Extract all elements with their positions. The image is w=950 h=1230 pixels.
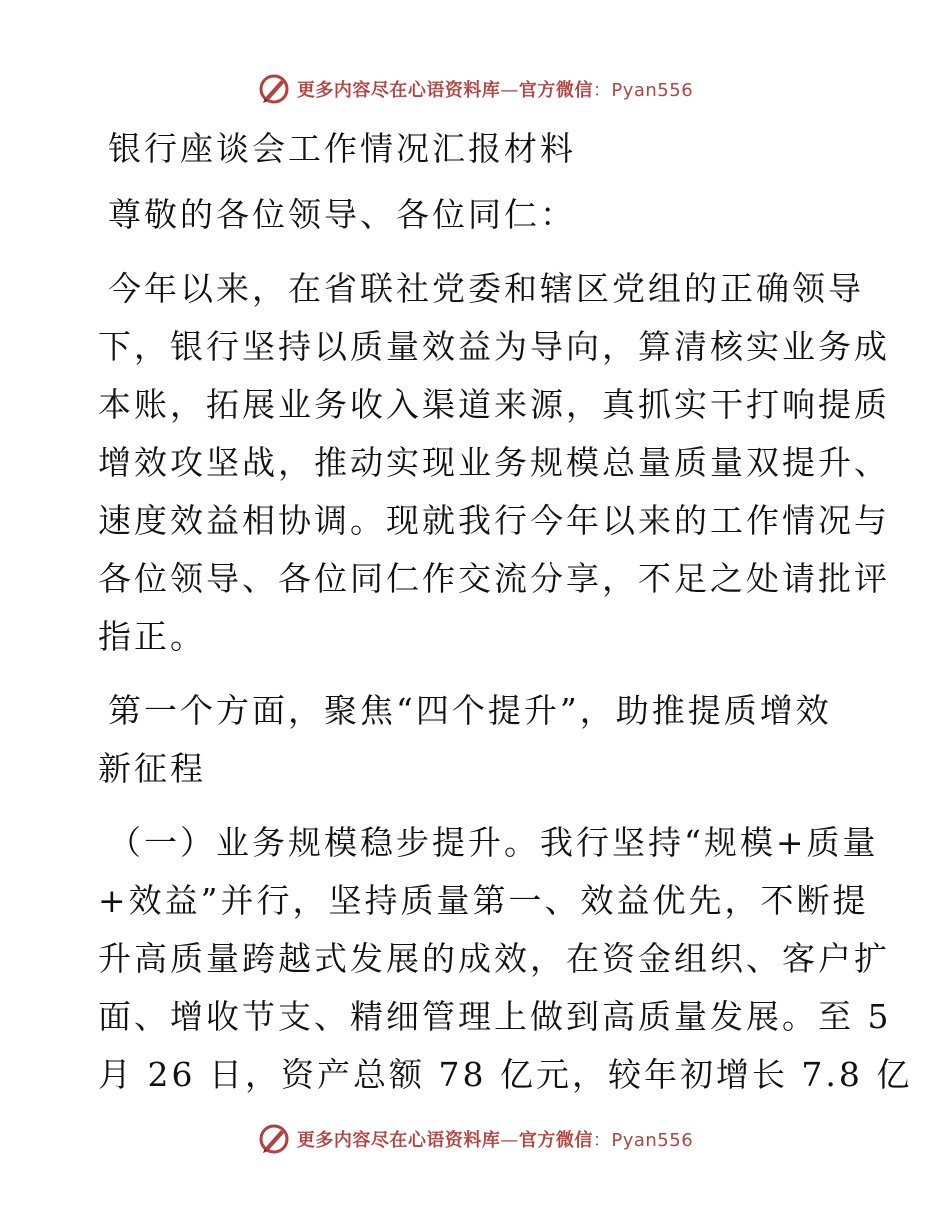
header-watermark xyxy=(0,72,950,106)
paragraph-line: 今年以来，在省联社党委和辖区党组的正确领导 xyxy=(108,269,864,308)
watermark-official: 官方微信 xyxy=(518,80,593,101)
paragraph-business-scale xyxy=(98,814,913,1104)
section-heading xyxy=(98,682,850,798)
paragraph-line: 指正。 xyxy=(98,617,206,656)
paragraph-line: 升高质量跨越式发展的成效，在资金组织、客户扩 xyxy=(98,939,890,978)
salutation: 尊敬的各位领导、各位同仁： xyxy=(108,195,576,234)
watermark-official: 官方微信 xyxy=(518,1130,593,1151)
watermark-brand: 更多内容尽在心语资料库 xyxy=(296,80,501,101)
pen-logo-icon xyxy=(257,72,291,106)
paragraph-line: +效益”并行，坚持质量第一、效益优先，不断提 xyxy=(98,881,869,920)
watermark-text xyxy=(297,1126,693,1152)
watermark-colon: ： xyxy=(592,80,612,101)
paragraph-intro xyxy=(98,260,890,666)
watermark-wechat-id: Pyan556 xyxy=(611,80,694,101)
watermark-separator: — xyxy=(500,1130,519,1151)
watermark-colon: ： xyxy=(592,1130,612,1151)
footer-watermark xyxy=(0,1122,950,1156)
paragraph-line: 增效攻坚战，推动实现业务规模总量质量双提升、 xyxy=(98,443,890,482)
pen-logo-icon xyxy=(257,1122,291,1156)
paragraph-line: 速度效益相协调。现就我行今年以来的工作情况与 xyxy=(98,501,890,540)
watermark-wechat-id: Pyan556 xyxy=(611,1130,694,1151)
watermark-text xyxy=(297,76,693,102)
paragraph-line: 本账，拓展业务收入渠道来源，真抓实干打响提质 xyxy=(98,385,890,424)
paragraph-line: 面、增收节支、精细管理上做到高质量发展。至 5 xyxy=(98,997,892,1036)
paragraph-line: 月 26 日，资产总额 78 亿元，较年初增长 7.8 亿 xyxy=(98,1055,913,1094)
paragraph-line: 下，银行坚持以质量效益为导向，算清核实业务成 xyxy=(98,327,890,366)
document-title: 银行座谈会工作情况汇报材料 xyxy=(108,129,576,168)
watermark-separator: — xyxy=(500,80,519,101)
watermark-brand: 更多内容尽在心语资料库 xyxy=(296,1130,501,1151)
section-heading-line: 新征程 xyxy=(98,749,206,788)
section-heading-line: 第一个方面，聚焦“四个提升”，助推提质增效 xyxy=(108,691,832,730)
paragraph-line: 各位领导、各位同仁作交流分享，不足之处请批评 xyxy=(98,559,890,598)
document-body xyxy=(98,120,913,1104)
paragraph-line: （一）业务规模稳步提升。我行坚持“规模+质量 xyxy=(108,823,879,862)
